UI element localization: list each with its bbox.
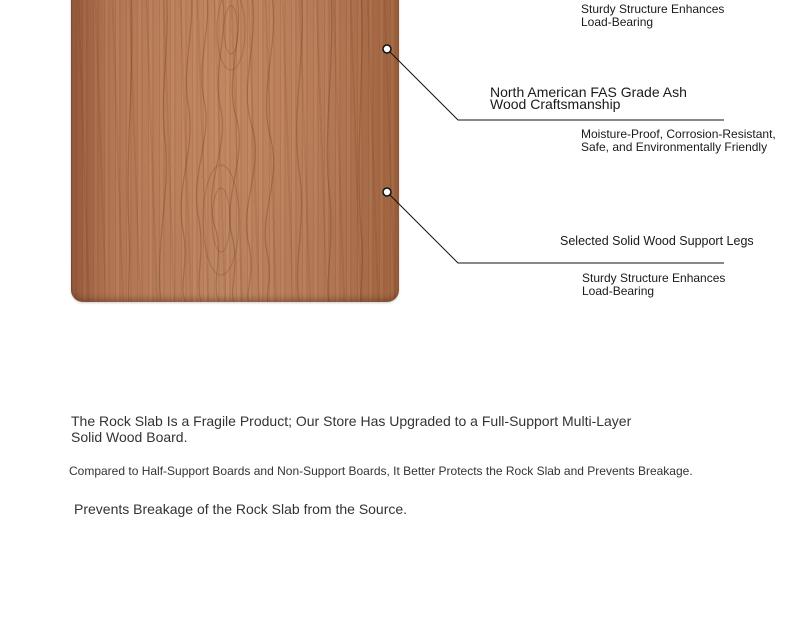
- description-comparison: Compared to Half-Support Boards and Non-Support Boards, It Better Protects the Rock Slab and Prevents Breakage.: [69, 464, 693, 478]
- description-headline: The Rock Slab Is a Fragile Product; Our Store Has Upgraded to a Full-Support Multi-Layer Solid Wood Board.: [71, 413, 632, 445]
- wood-board-image: [71, 0, 399, 302]
- wood-callout-heading: North American FAS Grade Ash Wood Craftsmanship: [490, 84, 687, 112]
- legs-callout-subtext: Sturdy Structure Enhances Load-Bearing: [582, 271, 726, 298]
- description-conclusion: Prevents Breakage of the Rock Slab from the Source.: [74, 501, 408, 517]
- wood-callout-subtext: Moisture-Proof, Corrosion-Resistant, Safe, and Environmentally Friendly: [581, 127, 776, 154]
- wood-grain-pattern: [71, 0, 399, 302]
- legs-callout-line: [387, 192, 724, 263]
- top-callout-subtext: Sturdy Structure Enhances Load-Bearing: [581, 2, 725, 29]
- legs-callout-heading: Selected Solid Wood Support Legs: [560, 234, 754, 248]
